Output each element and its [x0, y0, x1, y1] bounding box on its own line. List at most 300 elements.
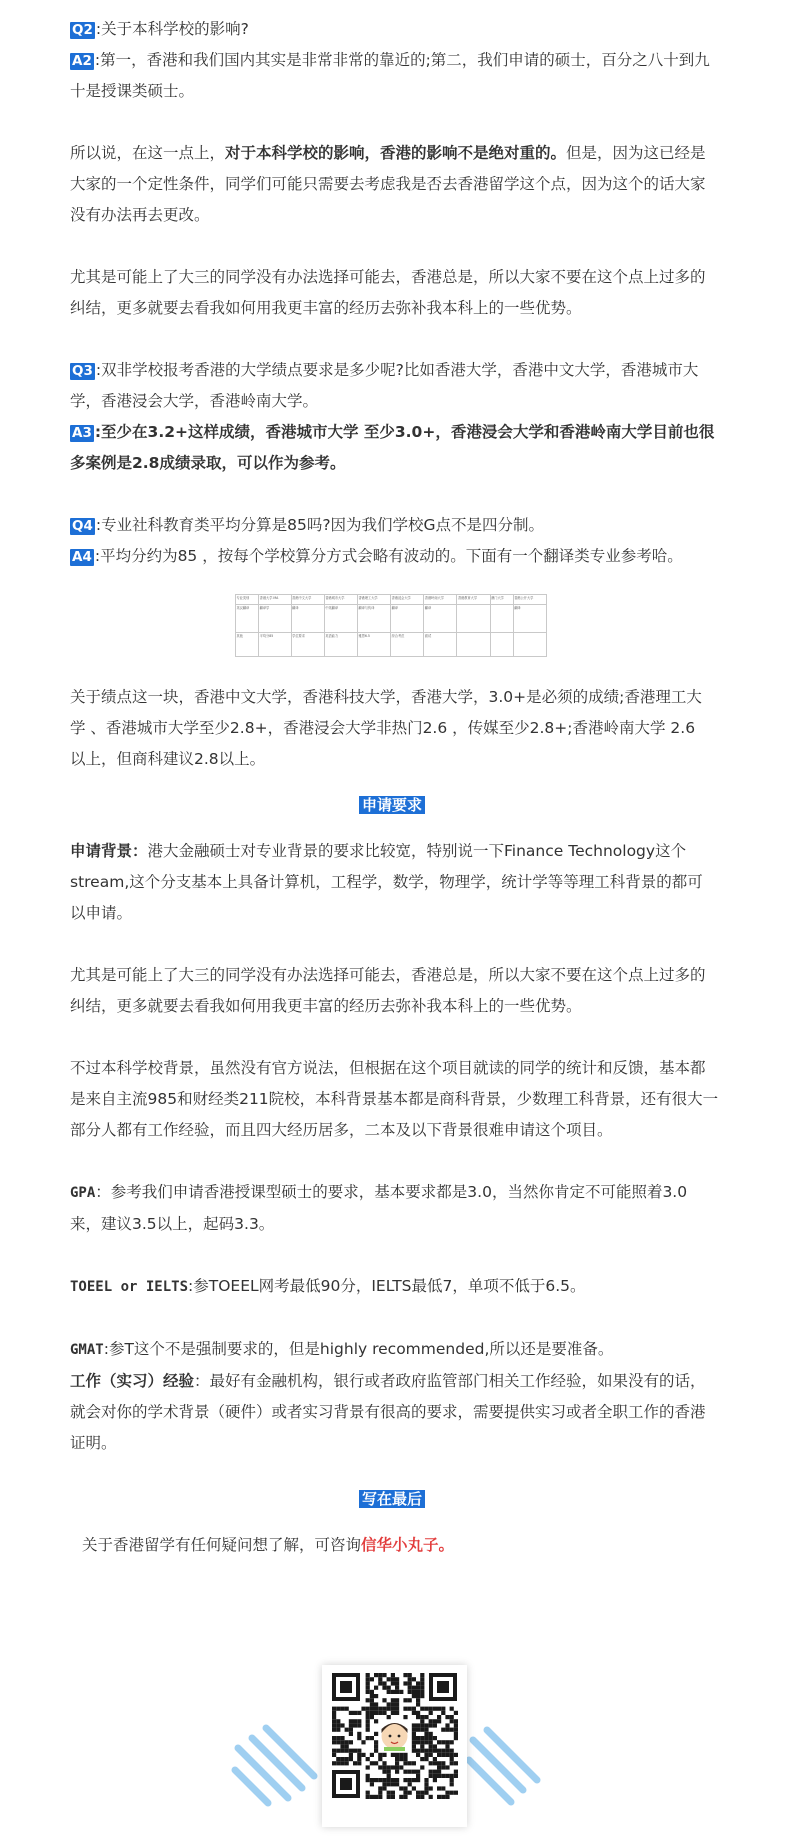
table-cell	[490, 605, 513, 633]
qr-module	[340, 1757, 344, 1761]
qr-module	[429, 1740, 433, 1744]
qr-module	[412, 1694, 416, 1698]
qr-module	[437, 1715, 441, 1719]
qr-module	[349, 1728, 353, 1732]
qr-module	[420, 1686, 424, 1690]
qr-module	[424, 1728, 428, 1732]
qr-module	[412, 1770, 416, 1774]
qr-module	[382, 1681, 386, 1685]
qr-module	[420, 1728, 424, 1732]
qr-module	[382, 1686, 386, 1690]
qr-module	[378, 1711, 382, 1715]
qr-module	[357, 1723, 361, 1727]
qr-module	[370, 1795, 374, 1799]
qr-module	[429, 1795, 433, 1799]
qr-module	[454, 1770, 458, 1774]
qr-module	[332, 1761, 336, 1765]
requirement-background	[70, 836, 714, 867]
qr-module	[424, 1707, 428, 1711]
qr-module	[349, 1757, 353, 1761]
qr-module	[412, 1732, 416, 1736]
qr-module	[399, 1765, 403, 1769]
qr-module	[420, 1715, 424, 1719]
qr-module	[366, 1728, 370, 1732]
qr-module	[416, 1778, 420, 1782]
table-cell	[513, 633, 546, 657]
qr-module	[450, 1728, 454, 1732]
qr-module	[370, 1707, 374, 1711]
qr-module	[445, 1728, 449, 1732]
qr-module	[403, 1715, 407, 1719]
qr-module	[391, 1765, 395, 1769]
qr-module	[429, 1770, 433, 1774]
qr-module	[408, 1698, 412, 1702]
qr-module	[412, 1677, 416, 1681]
gpa-paragraph-line: 学 、香港城市大学至少2.8+，香港浸会大学非热门2.6 ，传媒至少2.8+;香港岭南大学 2.6	[70, 719, 696, 737]
qr-module	[450, 1740, 454, 1744]
qr-module	[353, 1719, 357, 1723]
qr-module	[353, 1711, 357, 1715]
qr-module	[366, 1791, 370, 1795]
qr-module	[433, 1744, 437, 1748]
table-cell: 平均分85	[259, 633, 292, 657]
qr-module	[403, 1698, 407, 1702]
qr-module	[450, 1757, 454, 1761]
qr-module	[366, 1715, 370, 1719]
table-cell: 中英翻译	[324, 605, 357, 633]
answer-text: :第一，香港和我们国内其实是非常非常的靠近的;第二，我们申请的硕士，百分之八十到九	[94, 51, 710, 69]
qr-module	[370, 1702, 374, 1706]
qr-module	[399, 1795, 403, 1799]
qr-module	[429, 1744, 433, 1748]
qr-module	[387, 1770, 391, 1774]
qr-module	[429, 1719, 433, 1723]
table-cell: 面试	[424, 633, 457, 657]
qr-module	[454, 1774, 458, 1778]
diagonal-stripes-decoration-left	[230, 1720, 320, 1810]
qr-module	[416, 1749, 420, 1753]
qr-module	[378, 1757, 382, 1761]
qr-module	[332, 1719, 336, 1723]
qr-module	[450, 1782, 454, 1786]
qr-module	[336, 1736, 340, 1740]
qr-module	[408, 1686, 412, 1690]
qr-module	[391, 1707, 395, 1711]
translation-program-table	[235, 594, 547, 657]
qr-module	[441, 1728, 445, 1732]
qr-module	[412, 1740, 416, 1744]
table-cell: 其他	[236, 633, 259, 657]
paragraph-line: 尤其是可能上了大三的同学没有办法选择可能去，香港总是，所以大家不要在这个点上过多的	[70, 966, 706, 984]
qr-module	[412, 1749, 416, 1753]
text-run: :参TOEEL网考最低90分，IELTS最低7，单项不低于6.5。	[188, 1277, 586, 1295]
qr-module	[424, 1757, 428, 1761]
qr-module	[332, 1728, 336, 1732]
qr-module	[445, 1795, 449, 1799]
qr-module	[445, 1723, 449, 1727]
paragraph-line: 证明。	[70, 1434, 117, 1452]
qr-module	[378, 1786, 382, 1790]
qr-module	[445, 1715, 449, 1719]
qr-module	[366, 1719, 370, 1723]
contact-highlight: 信华小丸子。	[361, 1536, 455, 1554]
qr-module	[429, 1736, 433, 1740]
qr-module	[450, 1761, 454, 1765]
qr-module	[416, 1770, 420, 1774]
qr-module	[403, 1795, 407, 1799]
qr-module	[420, 1740, 424, 1744]
qr-module	[416, 1753, 420, 1757]
qr-module	[433, 1707, 437, 1711]
text-run: ：最好有金融机构，银行或者政府监管部门相关工作经验，如果没有的话，	[194, 1372, 706, 1390]
table-cell: 香港公开大学	[513, 595, 546, 605]
table-cell: 香港浸会大学	[391, 595, 424, 605]
question-q2	[70, 14, 714, 45]
qr-module	[395, 1761, 399, 1765]
qr-module	[345, 1749, 349, 1753]
qr-module	[408, 1770, 412, 1774]
qr-module	[429, 1753, 433, 1757]
qa-tag: Q2	[72, 22, 93, 38]
table-cell: 香港大学 MA	[259, 595, 292, 605]
qr-module	[399, 1757, 403, 1761]
qa-tag: A2	[72, 53, 92, 69]
answer-a2	[70, 45, 714, 76]
qr-module	[429, 1723, 433, 1727]
qr-module	[391, 1702, 395, 1706]
qr-module	[450, 1715, 454, 1719]
paragraph-line: 纠结，更多就要去看我如何用我更丰富的经历去弥补我本科上的一些优势。	[70, 299, 582, 317]
qr-module	[416, 1774, 420, 1778]
qr-module	[349, 1732, 353, 1736]
qr-module	[370, 1694, 374, 1698]
qr-module	[403, 1786, 407, 1790]
qr-module	[345, 1740, 349, 1744]
qr-module	[391, 1690, 395, 1694]
qr-module	[391, 1677, 395, 1681]
qr-module	[366, 1698, 370, 1702]
qr-module	[454, 1736, 458, 1740]
qr-module	[412, 1786, 416, 1790]
qr-module	[437, 1753, 441, 1757]
qr-module	[395, 1707, 399, 1711]
paragraph-school-influence	[70, 138, 714, 169]
qr-module	[391, 1711, 395, 1715]
qr-module	[450, 1791, 454, 1795]
qr-module	[391, 1753, 395, 1757]
qr-module	[412, 1686, 416, 1690]
qr-module	[366, 1677, 370, 1681]
qr-module	[403, 1707, 407, 1711]
qr-module	[370, 1698, 374, 1702]
qr-module	[441, 1795, 445, 1799]
qr-module	[445, 1765, 449, 1769]
qr-module	[395, 1690, 399, 1694]
qr-module	[412, 1728, 416, 1732]
qr-module	[424, 1782, 428, 1786]
qr-module	[454, 1732, 458, 1736]
qr-module	[345, 1728, 349, 1732]
qr-module	[382, 1753, 386, 1757]
qr-module	[450, 1719, 454, 1723]
qr-module	[433, 1719, 437, 1723]
qr-module	[366, 1686, 370, 1690]
reference-table-image	[70, 572, 714, 674]
qr-module	[357, 1749, 361, 1753]
qr-module	[403, 1681, 407, 1685]
qr-module	[424, 1786, 428, 1790]
qr-module	[395, 1770, 399, 1774]
qr-module	[416, 1690, 420, 1694]
qr-module	[357, 1719, 361, 1723]
qr-module	[403, 1770, 407, 1774]
qr-module	[374, 1778, 378, 1782]
qr-module	[433, 1770, 437, 1774]
paragraph-line: 来，建议3.5以上，起码3.3。	[70, 1215, 275, 1233]
qr-module	[332, 1740, 336, 1744]
table-cell: 学位要求	[291, 633, 324, 657]
qr-module	[437, 1707, 441, 1711]
qr-module	[420, 1677, 424, 1681]
qr-module	[374, 1749, 378, 1753]
paragraph-line: 部分人都有工作经验，而且四大经历居多，二本及以下背景很难申请这个项目。	[70, 1121, 613, 1139]
gpa-paragraph-line: 关于绩点这一块，香港中文大学，香港科技大学，香港大学，3.0+是必须的成绩;香港理工大	[70, 688, 702, 706]
qr-module	[349, 1719, 353, 1723]
qr-module	[340, 1749, 344, 1753]
qr-module	[382, 1707, 386, 1711]
qr-module	[391, 1795, 395, 1799]
closing-line	[70, 1530, 714, 1561]
qr-module	[370, 1753, 374, 1757]
qr-module	[416, 1711, 420, 1715]
qr-module	[391, 1681, 395, 1685]
text-run: 港大金融硕士对专业背景的要求比较宽，特别说一下Finance Technology这个	[147, 842, 687, 860]
qr-module	[353, 1723, 357, 1727]
qr-module	[340, 1740, 344, 1744]
qr-module	[387, 1690, 391, 1694]
qr-module	[357, 1736, 361, 1740]
qr-module	[424, 1791, 428, 1795]
qr-module	[357, 1761, 361, 1765]
qr-module	[366, 1723, 370, 1727]
answer-text: :平均分约为85 ，按每个学校算分方式会略有波动的。下面有一个翻译类专业参考哈。	[94, 547, 683, 565]
table-cell: 香港理工大学	[357, 595, 390, 605]
qr-module	[340, 1761, 344, 1765]
qr-module	[429, 1786, 433, 1790]
qr-module	[374, 1673, 378, 1677]
paragraph-line: stream,这个分支基本上具备计算机，工程学，数学，物理学，统计学等等理工科背景的都可	[70, 873, 703, 891]
qr-module	[454, 1753, 458, 1757]
qr-module	[382, 1782, 386, 1786]
qr-module	[374, 1686, 378, 1690]
answer-text-cont: 多案例是2.8成绩录取，可以作为参考。	[70, 454, 346, 472]
qr-module	[340, 1744, 344, 1748]
qr-module	[332, 1715, 336, 1719]
qr-module	[340, 1707, 344, 1711]
qr-module	[391, 1782, 395, 1786]
qr-module	[416, 1795, 420, 1799]
paragraph-line: 就会对你的学术背景（硬件）或者实习背景有很高的要求，需要提供实习或者全职工作的香港	[70, 1403, 706, 1421]
qr-module	[420, 1736, 424, 1740]
qr-module	[408, 1677, 412, 1681]
table-cell: 翻译学	[259, 605, 292, 633]
qr-module	[387, 1778, 391, 1782]
qr-code-card	[322, 1665, 467, 1827]
qr-module	[433, 1723, 437, 1727]
qr-module	[349, 1711, 353, 1715]
qr-module	[399, 1690, 403, 1694]
qr-module	[433, 1778, 437, 1782]
qr-module	[450, 1749, 454, 1753]
qr-module	[387, 1715, 391, 1719]
qr-module	[450, 1774, 454, 1778]
qr-module	[336, 1757, 340, 1761]
qr-module	[441, 1711, 445, 1715]
qr-module	[441, 1761, 445, 1765]
question-text: :双非学校报考香港的大学绩点要求是多少呢?比如香港大学，香港中文大学，香港城市大	[95, 361, 699, 379]
qr-module	[403, 1778, 407, 1782]
qr-module	[429, 1707, 433, 1711]
qr-module	[424, 1732, 428, 1736]
qr-module	[395, 1702, 399, 1706]
qr-module	[374, 1795, 378, 1799]
qr-module	[366, 1711, 370, 1715]
qr-module	[412, 1711, 416, 1715]
qr-module	[424, 1740, 428, 1744]
qr-module	[382, 1673, 386, 1677]
question-text: :专业社科教育类平均分算是85吗?因为我们学校G点不是四分制。	[95, 516, 545, 534]
table-cell: 香港教育大学	[457, 595, 490, 605]
qr-module	[441, 1774, 445, 1778]
qr-module	[357, 1753, 361, 1757]
qr-module	[416, 1728, 420, 1732]
qr-module	[441, 1786, 445, 1790]
qr-module	[395, 1778, 399, 1782]
qr-module	[387, 1707, 391, 1711]
qr-module	[366, 1690, 370, 1694]
qr-module	[420, 1723, 424, 1727]
table-cell: 香港中文大学	[291, 595, 324, 605]
qr-module	[382, 1770, 386, 1774]
qr-module	[366, 1795, 370, 1799]
label: GMAT	[70, 1342, 104, 1358]
qr-module	[336, 1723, 340, 1727]
table-cell: 澳门大学	[490, 595, 513, 605]
qr-module	[366, 1673, 370, 1677]
qr-module	[408, 1782, 412, 1786]
qr-module	[412, 1723, 416, 1727]
qr-module	[441, 1740, 445, 1744]
qr-module	[391, 1673, 395, 1677]
qr-module	[340, 1736, 344, 1740]
qr-module	[387, 1791, 391, 1795]
qr-module	[403, 1673, 407, 1677]
qr-module	[366, 1757, 370, 1761]
qr-module	[445, 1744, 449, 1748]
qr-module	[437, 1795, 441, 1799]
qr-module	[441, 1749, 445, 1753]
qr-module	[332, 1736, 336, 1740]
qr-module	[361, 1753, 365, 1757]
diagonal-stripes-decoration-right	[465, 1720, 555, 1810]
text-run: 关于香港留学有任何疑问想了解，可咨询	[82, 1536, 362, 1554]
qr-module	[424, 1778, 428, 1782]
qr-module	[374, 1707, 378, 1711]
qr-module	[357, 1757, 361, 1761]
qr-module	[366, 1681, 370, 1685]
qr-module	[370, 1715, 374, 1719]
qa-tag: A3	[72, 425, 92, 441]
qr-module	[420, 1681, 424, 1685]
qr-module	[437, 1786, 441, 1790]
qr-module	[345, 1707, 349, 1711]
table-cell: 英语能力	[324, 633, 357, 657]
qr-module	[374, 1740, 378, 1744]
qr-module	[374, 1694, 378, 1698]
requirement-work	[70, 1366, 714, 1397]
qr-module	[395, 1757, 399, 1761]
qr-module	[395, 1677, 399, 1681]
qr-module	[378, 1778, 382, 1782]
qr-module	[412, 1690, 416, 1694]
qr-module	[370, 1736, 374, 1740]
table-cell: 翻译	[424, 605, 457, 633]
qr-module	[412, 1761, 416, 1765]
answer-a3	[70, 417, 714, 448]
qr-module	[387, 1795, 391, 1799]
qr-module	[382, 1786, 386, 1790]
qr-module	[420, 1673, 424, 1677]
question-text: :关于本科学校的影响?	[95, 20, 249, 38]
qr-module	[424, 1749, 428, 1753]
answer-text: :至少在3.2+这样成绩，香港城市大学 至少3.0+，香港浸会大学和香港岭南大学目前也很	[94, 423, 715, 441]
qr-module	[454, 1761, 458, 1765]
table-cell: 翻译	[513, 605, 546, 633]
qr-module	[395, 1711, 399, 1715]
qr-module	[395, 1765, 399, 1769]
qr-module	[416, 1736, 420, 1740]
paragraph-line: 尤其是可能上了大三的同学没有办法选择可能去，香港总是，所以大家不要在这个点上过多的	[70, 268, 706, 286]
requirement-toefl	[70, 1271, 714, 1303]
qr-module	[420, 1719, 424, 1723]
qr-module	[395, 1686, 399, 1690]
label: 申请背景：	[70, 842, 148, 860]
section-heading-requirements	[70, 790, 714, 821]
qr-module	[412, 1707, 416, 1711]
paragraph-line: 是来自主流985和财经类211院校，本科背景基本都是商科背景，少数理工科背景，还有很大一	[70, 1090, 719, 1108]
qr-module	[382, 1761, 386, 1765]
table-cell	[490, 633, 513, 657]
text-run: ：参考我们申请香港授课型硕士的要求，基本要求都是3.0，当然你肯定不可能照着3.0	[95, 1183, 688, 1201]
qr-module	[374, 1702, 378, 1706]
qr-module	[382, 1778, 386, 1782]
qr-module	[408, 1681, 412, 1685]
qr-module	[332, 1723, 336, 1727]
article-body	[70, 14, 719, 1561]
qr-module	[370, 1782, 374, 1786]
qr-module	[332, 1749, 336, 1753]
text-run: 但是，因为这已经是	[566, 144, 706, 162]
qr-module	[395, 1782, 399, 1786]
qr-module	[445, 1740, 449, 1744]
qr-module	[349, 1740, 353, 1744]
qr-module	[374, 1732, 378, 1736]
qr-module	[437, 1774, 441, 1778]
gpa-paragraph-line: 以上，但商科建议2.8以上。	[70, 750, 266, 768]
qr-module	[366, 1736, 370, 1740]
qr-module	[370, 1677, 374, 1681]
qr-module	[345, 1761, 349, 1765]
